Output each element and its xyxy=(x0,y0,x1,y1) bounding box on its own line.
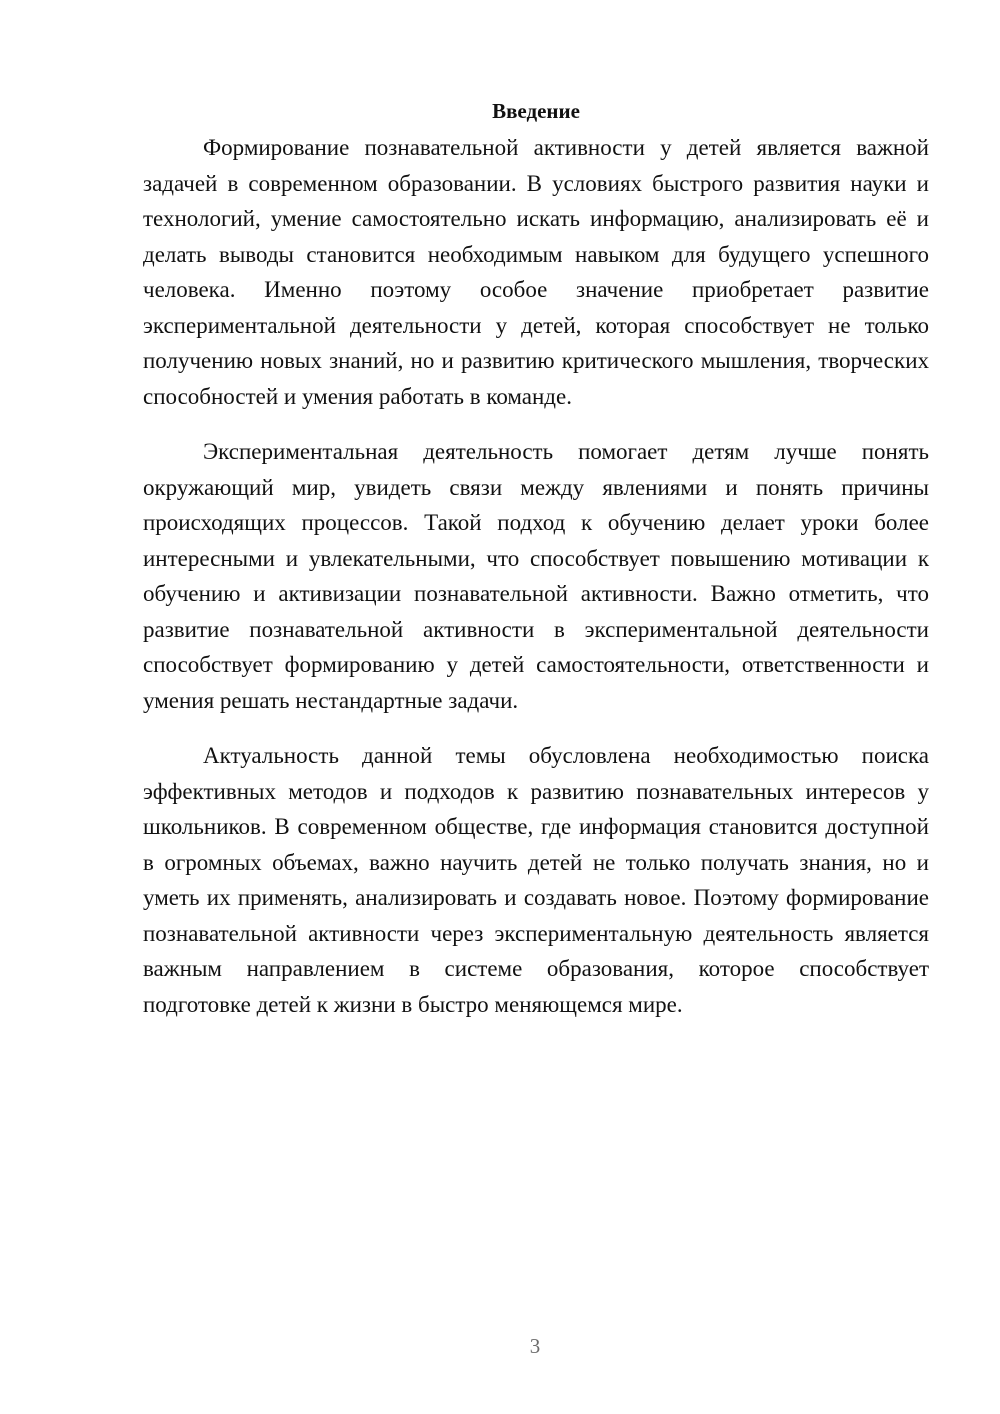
paragraph-3: Актуальность данной темы обусловлена необходимостью поиска эффективных методов и подходов к развитию познавательных интересов у школьников. В современном обществе, где информация становится доступной в огромных объемах, важно научить детей не только получать знания, но и уметь их применять, анализировать и создавать новое. Поэтому формирование познавательной активности через экспериментальную деятельность является важным направлением в системе образования, которое способствует подготовке детей к жизни в быстро меняющемся мире. xyxy=(143,743,929,1017)
page-number: 3 xyxy=(529,1334,541,1358)
paragraph-1: Формирование познавательной активности у детей является важной задачей в современном образовании. В условиях быстрого развития науки и технологий, умение самостоятельно искать информацию, анализировать её и делать выводы становится необходимым навыком для будущего успешного человека. Именно поэтому особое значение приобретает развитие экспериментальной деятельности у детей, которая способствует не только получению новых знаний, но и развитию критического мышления, творческих способностей и умения работать в команде. xyxy=(143,135,929,409)
section-heading: Введение xyxy=(492,99,580,123)
page-content xyxy=(143,92,929,1042)
paragraph-2: Экспериментальная деятельность помогает детям лучше понять окружающий мир, увидеть связи между явлениями и понять причины происходящих процессов. Такой подход к обучению делает уроки более интересными и увлекательными, что способствует повышению мотивации к обучению и активизации познавательной активности. Важно отметить, что развитие познавательной активности в экспериментальной деятельности способствует формированию у детей самостоятельности, ответственности и умения решать нестандартные задачи. xyxy=(143,439,929,713)
